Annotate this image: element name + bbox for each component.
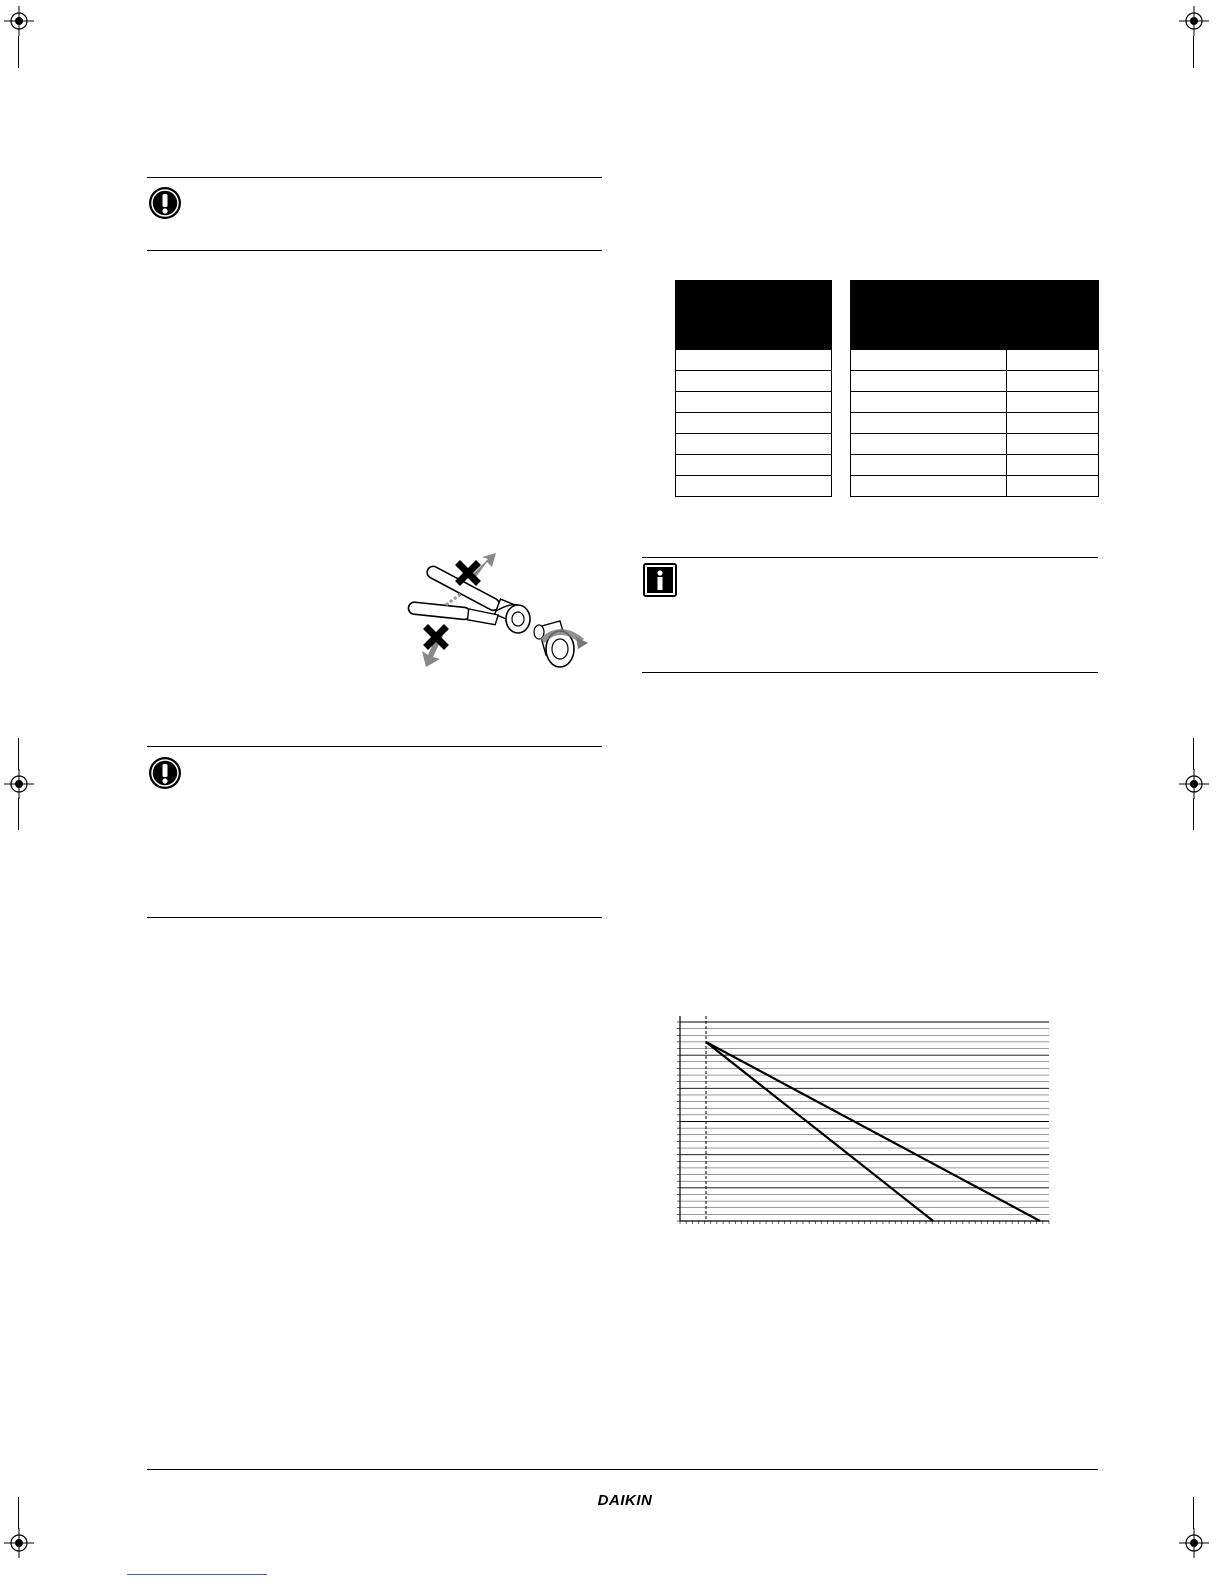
exclamation-icon [148,186,182,220]
table-cell [851,434,1007,455]
table-cell [676,413,832,434]
crop-mark [18,798,19,830]
table-row [851,392,1099,413]
table-row [676,413,832,434]
table-row [676,476,832,497]
notice-rule-top [147,177,602,178]
crop-mark [1193,738,1194,770]
footer-rule [147,1469,1098,1470]
table-row [676,434,832,455]
crop-mark [1193,1497,1194,1529]
crop-mark [18,738,19,770]
registration-mark-icon [1179,1528,1209,1558]
crop-mark [18,36,19,68]
table-row [676,350,832,371]
table-header-cell [851,281,1099,350]
table-cell [1007,455,1099,476]
table-cell [851,392,1007,413]
table-row [676,392,832,413]
registration-mark-icon [4,6,34,36]
crop-mark [18,1497,19,1529]
table-cell [1007,413,1099,434]
registration-mark-icon [4,769,34,799]
table-cell [851,413,1007,434]
table-cell [1007,350,1099,371]
line-chart [675,1012,1055,1226]
table-header-cell [676,281,832,350]
data-table-right [850,280,1099,497]
notice-rule-bottom [147,917,602,918]
notice-rule-bottom [147,250,602,251]
notice-rule-top [147,746,602,747]
exclamation-icon [148,756,182,790]
table-row [851,413,1099,434]
table-row [851,476,1099,497]
table-cell [851,455,1007,476]
table-row [851,434,1099,455]
series-line-1 [706,1042,933,1221]
notice-rule-top [642,557,1098,558]
notice-rule-bottom [642,672,1098,673]
table-cell [1007,392,1099,413]
registration-mark-icon [1179,6,1209,36]
table-row [851,350,1099,371]
table-cell [676,476,832,497]
data-table-left [675,280,832,497]
series-line-2 [706,1042,1040,1221]
registration-mark-icon [1179,769,1209,799]
daikin-logo: DAIKIN [597,1492,653,1509]
table-row [676,455,832,476]
crop-mark [1193,798,1194,830]
table-cell [1007,476,1099,497]
footer-link-underline[interactable] [127,1574,267,1575]
table-cell [676,350,832,371]
table-cell [851,476,1007,497]
info-icon [643,563,677,597]
table-cell [676,371,832,392]
table-header-row [676,281,832,350]
crop-mark [1193,36,1194,68]
table-cell [1007,371,1099,392]
table-row [851,455,1099,476]
registration-mark-icon [4,1528,34,1558]
table-cell [676,455,832,476]
table-row [676,371,832,392]
table-cell [676,434,832,455]
wrench-illustration-icon [400,545,605,680]
table-cell [851,371,1007,392]
table-header-row [851,281,1099,350]
table-cell [1007,434,1099,455]
table-row [851,371,1099,392]
table-cell [851,350,1007,371]
table-cell [676,392,832,413]
